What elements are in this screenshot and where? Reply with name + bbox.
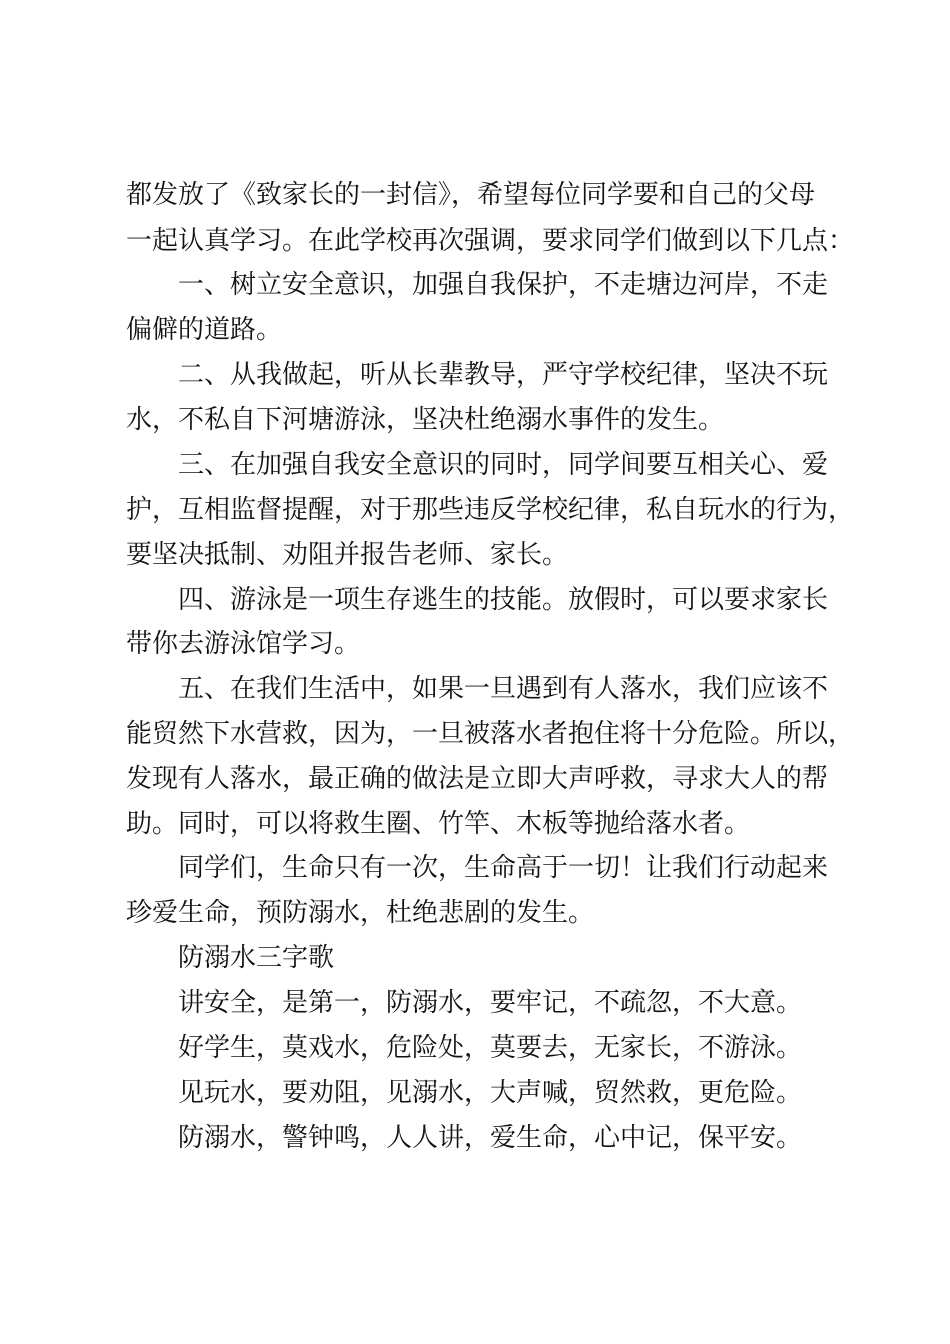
text-line: 水，不私自下河塘游泳，坚决杜绝溺水事件的发生。 <box>126 405 725 435</box>
text-line: 都发放了《致家长的一封信》，希望每位同学要和自己的父母 <box>126 180 816 210</box>
text-line: 四、游泳是一项生存逃生的技能。放假时，可以要求家长 <box>178 585 829 615</box>
text-line: 能贸然下水营救，因为，一旦被落水者抱住将十分危险。所以， <box>126 719 855 749</box>
text-line: 一起认真学习。在此学校再次强调，要求同学们做到以下几点： <box>126 226 855 256</box>
text-line: 珍爱生命，预防溺水，杜绝悲剧的发生。 <box>126 898 595 928</box>
text-line: 防溺水，警钟鸣，人人讲，爱生命，心中记，保平安。 <box>178 1123 803 1153</box>
text-line: 好学生，莫戏水，危险处，莫要去，无家长，不游泳。 <box>178 1033 803 1063</box>
text-line: 见玩水，要劝阻，见溺水，大声喊，贸然救，更危险。 <box>178 1078 803 1108</box>
text-line: 助。同时，可以将救生圈、竹竿、木板等抛给落水者。 <box>126 809 751 839</box>
text-line: 同学们，生命只有一次，生命高于一切！让我们行动起来 <box>178 853 829 883</box>
text-line: 偏僻的道路。 <box>126 315 283 345</box>
text-line: 防溺水三字歌 <box>178 943 335 973</box>
text-line: 五、在我们生活中，如果一旦遇到有人落水，我们应该不 <box>178 674 829 704</box>
text-line: 讲安全，是第一，防溺水，要牢记，不疏忽，不大意。 <box>178 988 803 1018</box>
text-line: 要坚决抵制、劝阻并报告老师、家长。 <box>126 540 569 570</box>
text-line: 一、树立安全意识，加强自我保护，不走塘边河岸，不走 <box>178 270 829 300</box>
text-line: 三、在加强自我安全意识的同时，同学间要互相关心、爱 <box>178 450 829 480</box>
text-line: 二、从我做起，听从长辈教导，严守学校纪律，坚决不玩 <box>178 360 829 390</box>
text-line: 护，互相监督提醒，对于那些违反学校纪律，私自玩水的行为， <box>126 495 855 525</box>
text-line: 带你去游泳馆学习。 <box>126 629 361 659</box>
text-line: 发现有人落水，最正确的做法是立即大声呼救，寻求大人的帮 <box>126 764 829 794</box>
